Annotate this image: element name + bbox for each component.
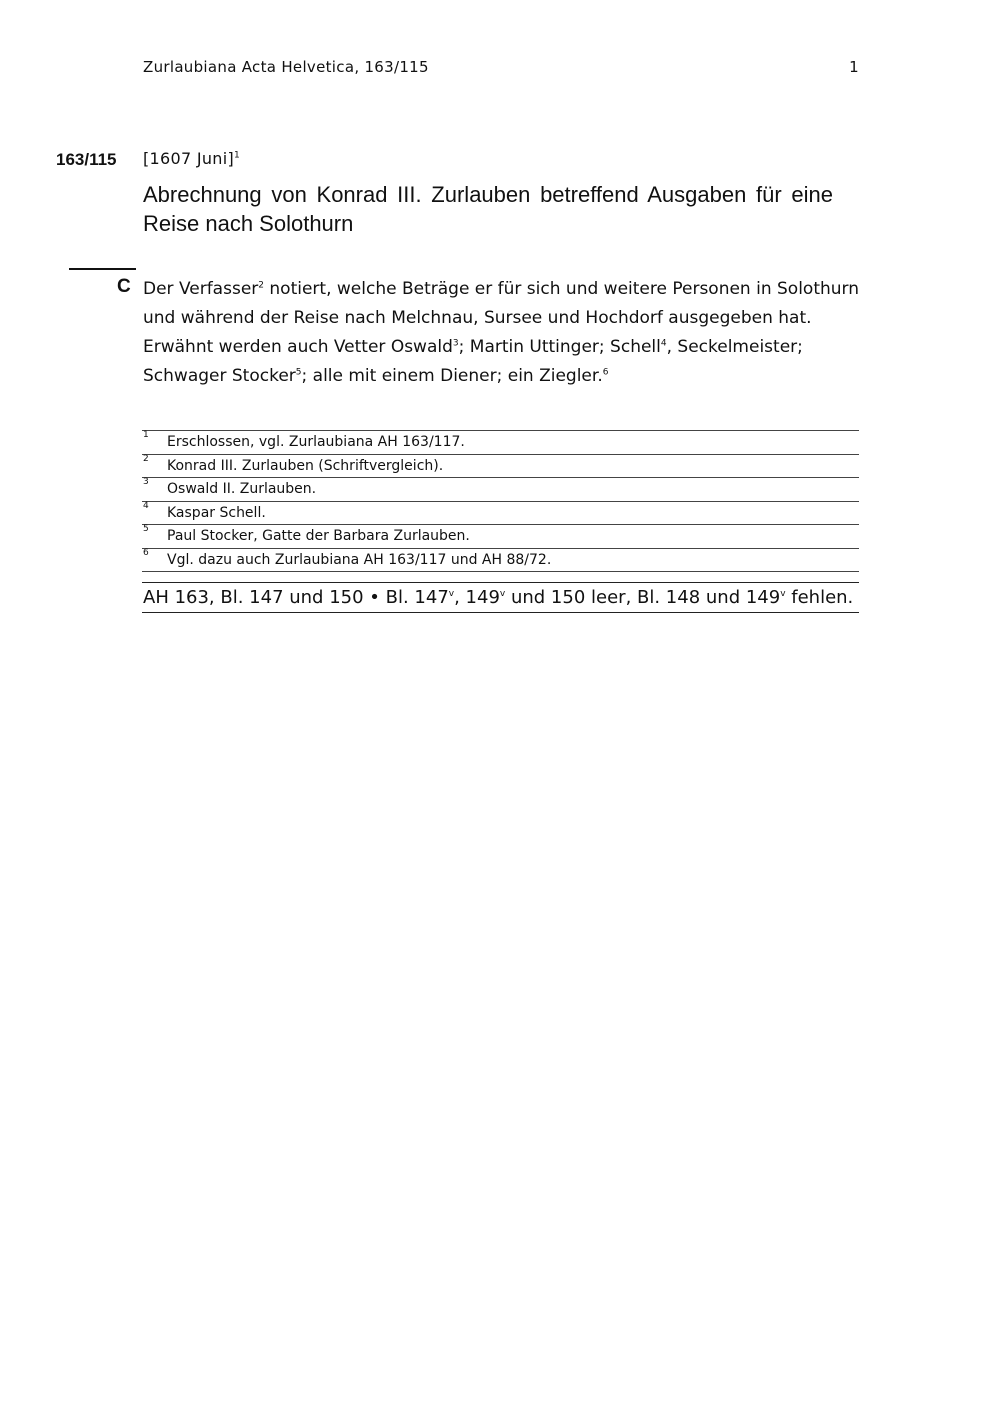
footnote-number: 3 [143,477,149,487]
footnote-item [142,478,859,502]
footnote-item [142,525,859,549]
source-reference [142,582,859,613]
summary-footnote-ref: 3 [452,338,459,349]
summary-text: ; Martin Uttinger; Schell [458,337,661,357]
footnote-item [142,502,859,526]
document-number: 163/115 [56,150,117,169]
footnote-text: Vgl. dazu auch Zurlaubiana AH 163/117 und AH 88/72. [167,551,552,568]
summary-footnote-ref: 4 [660,338,667,349]
footnote-list [142,430,859,572]
summary-footnote-ref: 5 [295,367,302,378]
date-footnote-ref: 1 [234,150,241,161]
footnote-text: Konrad III. Zurlauben (Schriftvergleich). [167,457,444,474]
footnote-number: 4 [143,500,149,511]
footnote-text: Oswald II. Zurlauben. [167,481,317,497]
page-number: 1 [849,58,859,76]
document-date-text: [1607 Juni] [143,149,235,168]
source-text: fehlen. [785,587,854,608]
source-text: AH 163, Bl. 147 und 150 • Bl. 147 [143,587,449,608]
footnote-item [142,455,859,479]
section-divider [69,268,136,270]
footnote-number: 5 [143,524,149,534]
summary-footnote-ref: 6 [602,367,609,378]
summary-text: notiert, welche Beträge er für sich und weitere Personen in Solothurn und während der Reise nach Melchnau, Sursee und Hochdorf ausgegeben hat. Erwähnt werden auch Vetter Oswald [143,279,860,357]
source-footnote-ref: v [448,589,455,599]
footnote-text: Erschlossen, vgl. Zurlaubiana AH 163/117. [167,434,465,450]
summary-section-label: C [117,276,131,297]
summary-text: ; alle mit einem Diener; ein Ziegler. [301,366,603,386]
source-text: , 149 [454,587,500,608]
summary-paragraph [143,275,863,391]
summary-footnote-ref: 2 [258,280,264,291]
document-date [143,149,240,168]
source-footnote-ref: v [499,589,506,599]
running-title: Zurlaubiana Acta Helvetica, 163/115 [143,58,429,76]
footnote-item [142,549,859,573]
summary-text: Der Verfasser [143,279,259,299]
footnote-text: Paul Stocker, Gatte der Barbara Zurlauben. [167,528,470,544]
footnote-text: Kaspar Schell. [167,504,266,521]
source-footnote-ref: v [780,589,786,599]
footnote-number: 1 [143,430,149,440]
document-title: Abrechnung von Konrad III. Zurlauben betreffend Ausgaben für eine Reise nach Solothurn [143,182,833,236]
summary-text: , Seckelmeister; Schwager Stocker [143,337,803,386]
footnote-number: 2 [143,453,149,464]
source-text: und 150 leer, Bl. 148 und 149 [505,587,781,608]
footnote-item [142,431,859,455]
footnote-number: 6 [143,547,149,558]
running-header [143,58,859,76]
